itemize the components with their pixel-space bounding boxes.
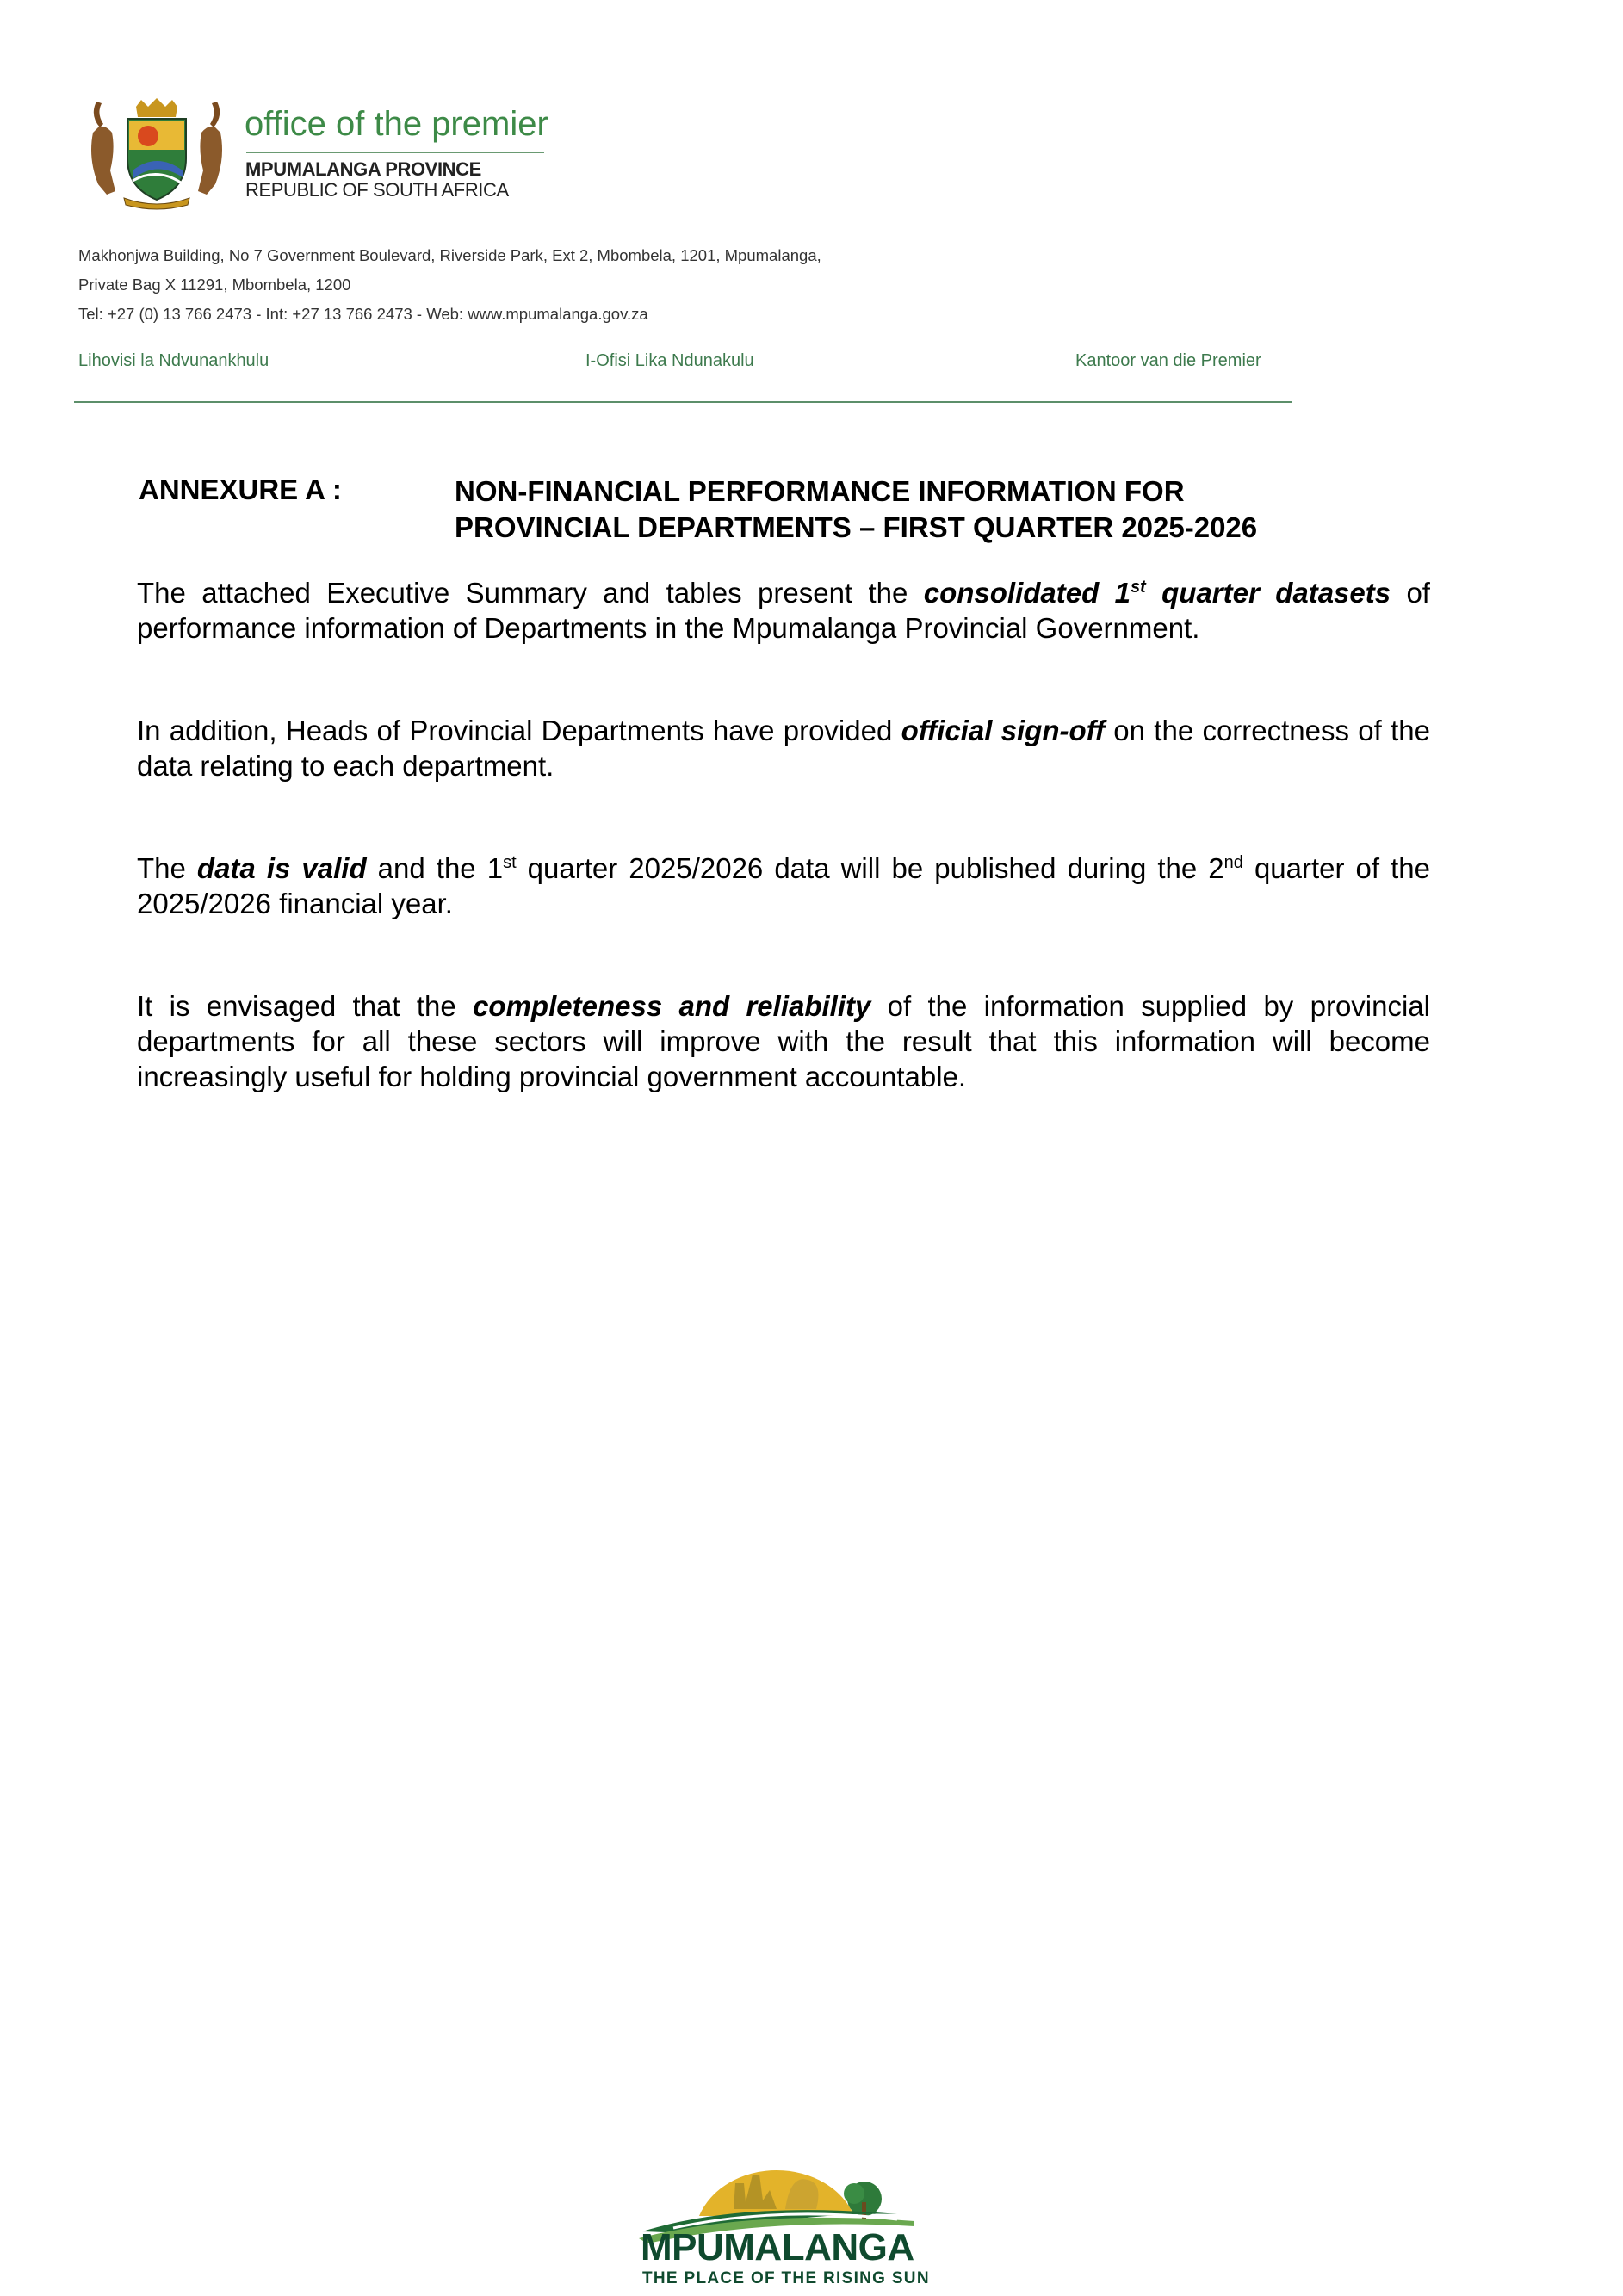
paragraph-text: The bbox=[137, 852, 197, 884]
superscript: nd bbox=[1223, 853, 1243, 872]
paragraph-data-valid bbox=[137, 851, 1430, 921]
paragraph-text: on the correctness of the data relating to each department. bbox=[137, 715, 1430, 782]
annexure-title-line: NON-FINANCIAL PERFORMANCE INFORMATION FOR bbox=[455, 475, 1185, 507]
paragraph-text: quarter of the 2025/2026 financial year. bbox=[137, 852, 1430, 919]
superscript: st bbox=[1130, 578, 1146, 597]
annexure-title-line: PROVINCIAL DEPARTMENTS – FIRST QUARTER 2025-2026 bbox=[455, 511, 1258, 543]
emphasis-text: data is valid bbox=[196, 852, 367, 884]
emphasis-text: official sign-off bbox=[901, 715, 1106, 746]
paragraph-text: and the 1 bbox=[366, 852, 504, 884]
paragraph-text: In addition, Heads of Provincial Departments have provided bbox=[137, 715, 901, 746]
emphasis-text: completeness and reliability bbox=[473, 990, 871, 1022]
paragraph-datasets bbox=[137, 575, 1430, 646]
paragraph-sign-off bbox=[137, 713, 1430, 783]
office-name-siswati: Lihovisi la Ndvunankhulu bbox=[78, 351, 269, 370]
address-line: Makhonjwa Building, No 7 Government Boulevard, Riverside Park, Ext 2, Mbombela, 1201, Mpumalanga, bbox=[78, 246, 821, 264]
annexure-title bbox=[455, 473, 1257, 546]
republic-name: REPUBLIC OF SOUTH AFRICA bbox=[245, 179, 509, 201]
annexure-label: ANNEXURE A : bbox=[139, 473, 342, 505]
footer-tagline: THE PLACE OF THE RISING SUN bbox=[642, 2269, 930, 2287]
postal-address-line: Private Bag X 11291, Mbombela, 1200 bbox=[78, 275, 351, 294]
paragraph-text: It is envisaged that the bbox=[137, 990, 474, 1022]
emphasis-text: consolidated 1 bbox=[923, 577, 1131, 609]
province-name: MPUMALANGA PROVINCE bbox=[245, 158, 481, 180]
office-title: office of the premier bbox=[245, 105, 548, 143]
office-name-afrikaans: Kantoor van die Premier bbox=[1075, 351, 1261, 370]
coat-of-arms-logo bbox=[81, 98, 232, 210]
emphasis-text: quarter datasets bbox=[1145, 577, 1391, 609]
paragraph-text: of the information supplied by provincial departments for all these sectors will improve with the result that this information will become increasingly useful for holding provincial government accountable. bbox=[137, 990, 1430, 1092]
footer-province-name: MPUMALANGA bbox=[641, 2226, 914, 2268]
paragraph-text: quarter 2025/2026 data will be published during the 2 bbox=[516, 852, 1224, 884]
office-name-isizulu: I-Ofisi Lika Ndunakulu bbox=[585, 351, 754, 370]
paragraph-text: The attached Executive Summary and tables present the bbox=[137, 577, 924, 609]
title-underline bbox=[246, 152, 544, 153]
contact-line: Tel: +27 (0) 13 766 2473 - Int: +27 13 766 2473 - Web: www.mpumalanga.gov.za bbox=[78, 305, 648, 323]
paragraph-text: of performance information of Departments in the Mpumalanga Provincial Government. bbox=[137, 577, 1430, 644]
superscript: st bbox=[503, 853, 517, 872]
header-divider bbox=[74, 401, 1292, 403]
paragraph-completeness bbox=[137, 988, 1430, 1094]
